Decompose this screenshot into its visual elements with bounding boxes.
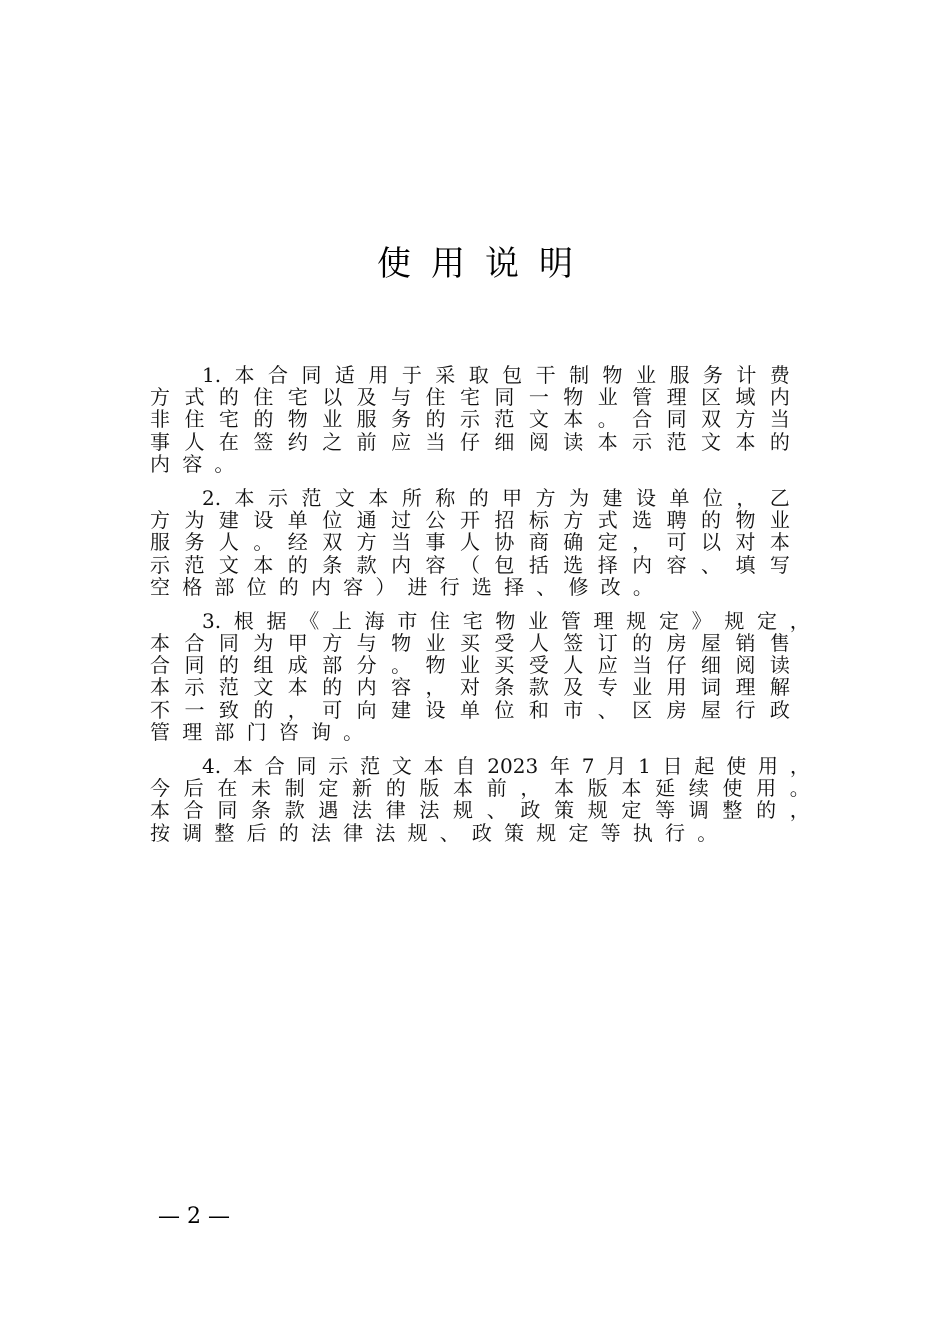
page-title: 使用说明 [377, 244, 593, 284]
paragraph-line: 2. 本 示 范 文 本 所 称 的 甲 方 为 建 设 单 位 ， 乙 [202, 485, 790, 510]
paragraph-line: 不 一 致 的 ， 可 向 建 设 单 位 和 市 、 区 房 屋 行 政 [150, 697, 790, 722]
paragraph-line: 空 格 部 位 的 内 容 ） 进 行 选 择 、 修 改 。 [150, 574, 653, 599]
paragraph-line: 方 为 建 设 单 位 通 过 公 开 招 标 方 式 选 聘 的 物 业 [150, 508, 790, 533]
paragraph-line: 1. 本 合 同 适 用 于 采 取 包 干 制 物 业 服 务 计 费 [202, 363, 790, 387]
paragraph-line: 本 合 同 条 款 遇 法 律 法 规 、 政 策 规 定 等 调 整 的 ， [150, 798, 810, 823]
paragraph-line: 今 后 在 未 制 定 新 的 版 本 前 ， 本 版 本 延 续 使 用 。 [150, 776, 810, 801]
paragraph-line: 3. 根 据 《 上 海 市 住 宅 物 业 管 理 规 定 》 规 定 ， [202, 608, 810, 633]
paragraph-line: 本 示 范 文 本 的 内 容 ， 对 条 款 及 专 业 用 词 理 解 [150, 675, 790, 700]
paragraph-line: 服 务 人 。 经 双 方 当 事 人 协 商 确 定 ， 可 以 对 本 [150, 530, 790, 555]
paragraph-4 [150, 754, 810, 845]
paragraph-line: 方 式 的 住 宅 以 及 与 住 宅 同 一 物 业 管 理 区 域 内 [150, 385, 790, 410]
paragraph-line: 示 范 文 本 的 条 款 内 容 （ 包 括 选 择 内 容 、 填 写 [150, 552, 790, 577]
paragraph-line: 非 住 宅 的 物 业 服 务 的 示 范 文 本 。 合 同 双 方 当 [150, 407, 790, 432]
paragraph-line: 按 调 整 后 的 法 律 法 规 、 政 策 规 定 等 执 行 。 [150, 820, 718, 845]
paragraph-line: 4. 本 合 同 示 范 文 本 自 2023 年 7 月 1 日 起 使 用 ， [202, 754, 810, 778]
paragraph-line: 事 人 在 签 约 之 前 应 当 仔 细 阅 读 本 示 范 文 本 的 [150, 429, 790, 454]
paragraph-1 [150, 364, 790, 475]
paragraph-line: 本 合 同 为 甲 方 与 物 业 买 受 人 签 订 的 房 屋 销 售 [150, 631, 790, 656]
paragraph-3 [150, 608, 810, 744]
document-body [150, 363, 810, 856]
paragraph-2 [150, 487, 790, 598]
page-number: — 2 — [158, 1204, 230, 1229]
paragraph-line: 内 容 。 [150, 451, 235, 476]
paragraph-line: 合 同 的 组 成 部 分 。 物 业 买 受 人 应 当 仔 细 阅 读 [150, 653, 790, 678]
paragraph-line: 管 理 部 门 咨 询 。 [150, 719, 364, 744]
